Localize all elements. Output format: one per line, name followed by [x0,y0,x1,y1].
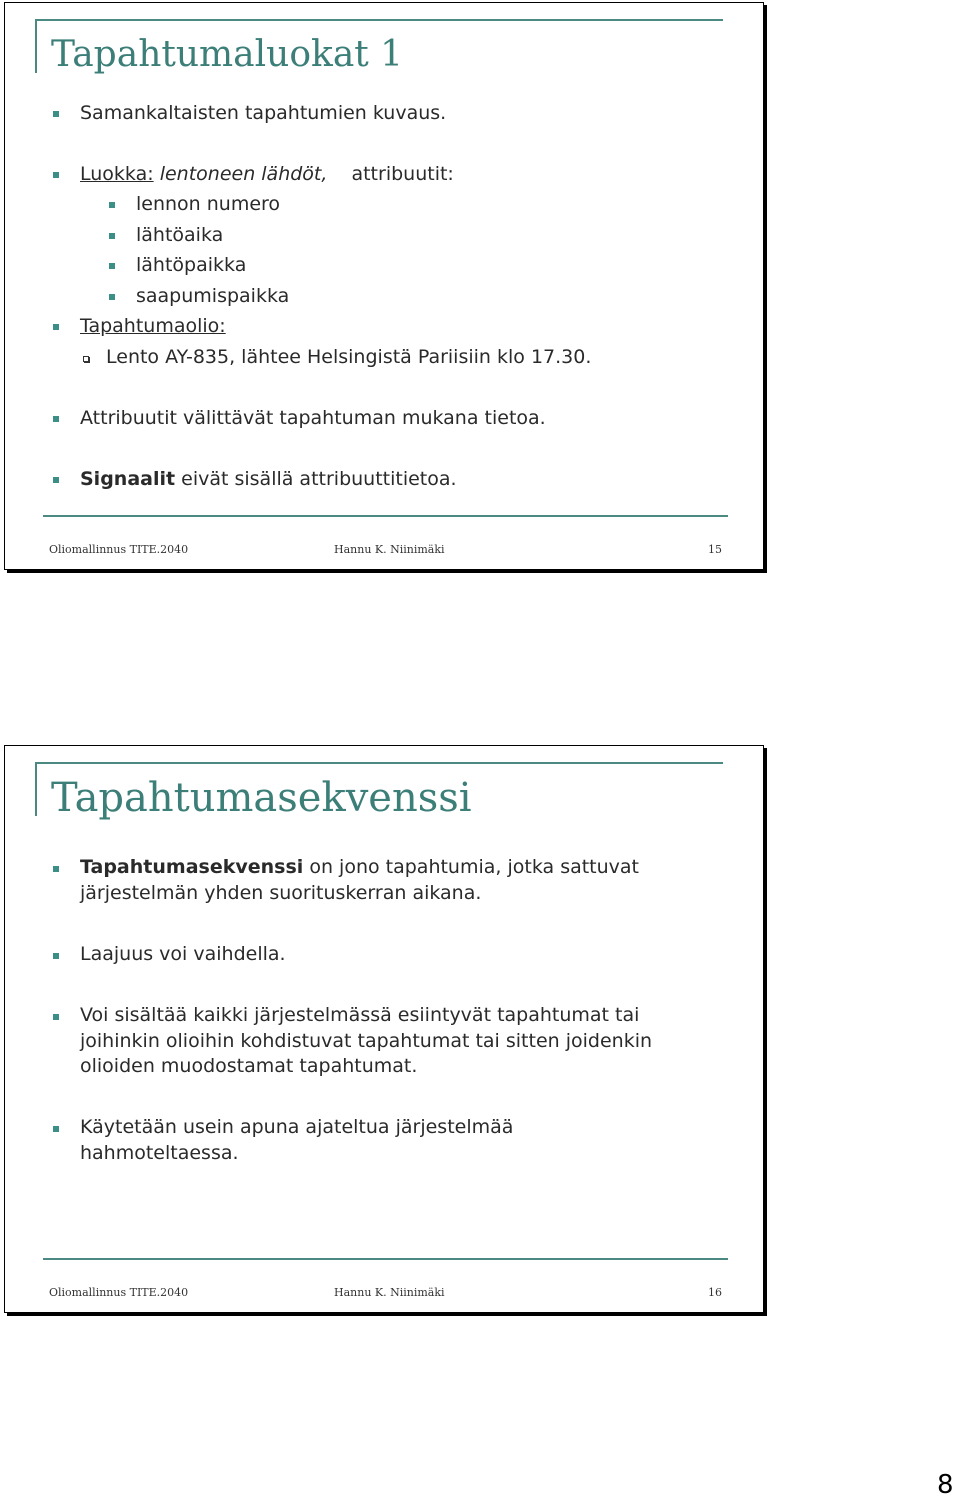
bullet-text: Attribuutit välittävät tapahtuman mukana tietoa. [80,407,546,429]
footer-rule [43,1258,728,1260]
bullet-icon [53,477,59,483]
bullet-text: Laajuus voi vaihdella. [80,943,286,965]
footer-page: 16 [708,1286,722,1299]
bullet-icon [53,172,59,178]
bold-term: Tapahtumasekvenssi [80,856,304,878]
object-label: Tapahtumaolio: [80,315,226,337]
bullet-icon [53,1014,59,1020]
class-label: Luokka: [80,163,154,185]
attribute-item: lennon numero [136,193,281,215]
bullet-text [80,314,226,339]
bullet-text [80,467,457,492]
checkbox-bullet-icon [83,356,89,362]
title-rule-left [35,762,37,816]
bullet-icon [53,324,59,330]
bullet-text-line: hahmoteltaessa. [80,1142,239,1164]
bullet-icon [53,866,59,872]
bullet-icon [109,263,115,269]
bullet-icon [109,233,115,239]
slide-title: Tapahtumaluokat 1 [51,34,404,75]
bullet-text-line: järjestelmän yhden suorituskerran aikana. [80,882,482,904]
bold-term: Signaalit [80,468,176,490]
attribute-item: lähtöaika [136,224,224,246]
title-rule-left [35,19,37,73]
bullet-icon [53,1126,59,1132]
title-rule [35,19,723,21]
attributes-label: attribuutit: [351,163,454,185]
bullet-rest: on jono tapahtumia, jotka sattuvat [309,856,640,878]
bullet-rest: eivät sisällä attribuuttitietoa. [181,468,457,490]
bullet-text: Samankaltaisten tapahtumien kuvaus. [80,102,447,124]
footer-rule [43,515,728,517]
bullet-text [80,162,454,187]
footer-page: 15 [708,543,722,556]
bullet-text: Käytetään usein apuna ajateltua järjestelmää [80,1116,514,1138]
bullet-icon [109,294,115,300]
bullet-icon [53,416,59,422]
attribute-item: saapumispaikka [136,285,290,307]
page-number: 8 [937,1470,954,1500]
sub-bullet-text: Lento AY-835, lähtee Helsingistä Pariisiin klo 17.30. [106,346,592,368]
bullet-text-line: olioiden muodostamat tapahtumat. [80,1055,418,1077]
footer-author: Hannu K. Niinimäki [334,1286,445,1299]
class-name: lentoneen lähdöt, [159,163,328,185]
slide-title: Tapahtumasekvenssi [51,775,472,821]
bullet-icon [109,202,115,208]
footer-course: Oliomallinnus TITE.2040 [49,1286,189,1299]
bullet-icon [53,953,59,959]
slide-15 [4,2,764,570]
bullet-text [80,855,639,880]
bullet-icon [53,111,59,117]
title-rule [35,762,723,764]
footer-author: Hannu K. Niinimäki [334,543,445,556]
bullet-text-line: joihinkin olioihin kohdistuvat tapahtumat tai sitten joidenkin [80,1030,653,1052]
bullet-text: Voi sisältää kaikki järjestelmässä esiintyvät tapahtumat tai [80,1004,640,1026]
slide-16 [4,745,764,1313]
footer-course: Oliomallinnus TITE.2040 [49,543,189,556]
attribute-item: lähtöpaikka [136,254,247,276]
